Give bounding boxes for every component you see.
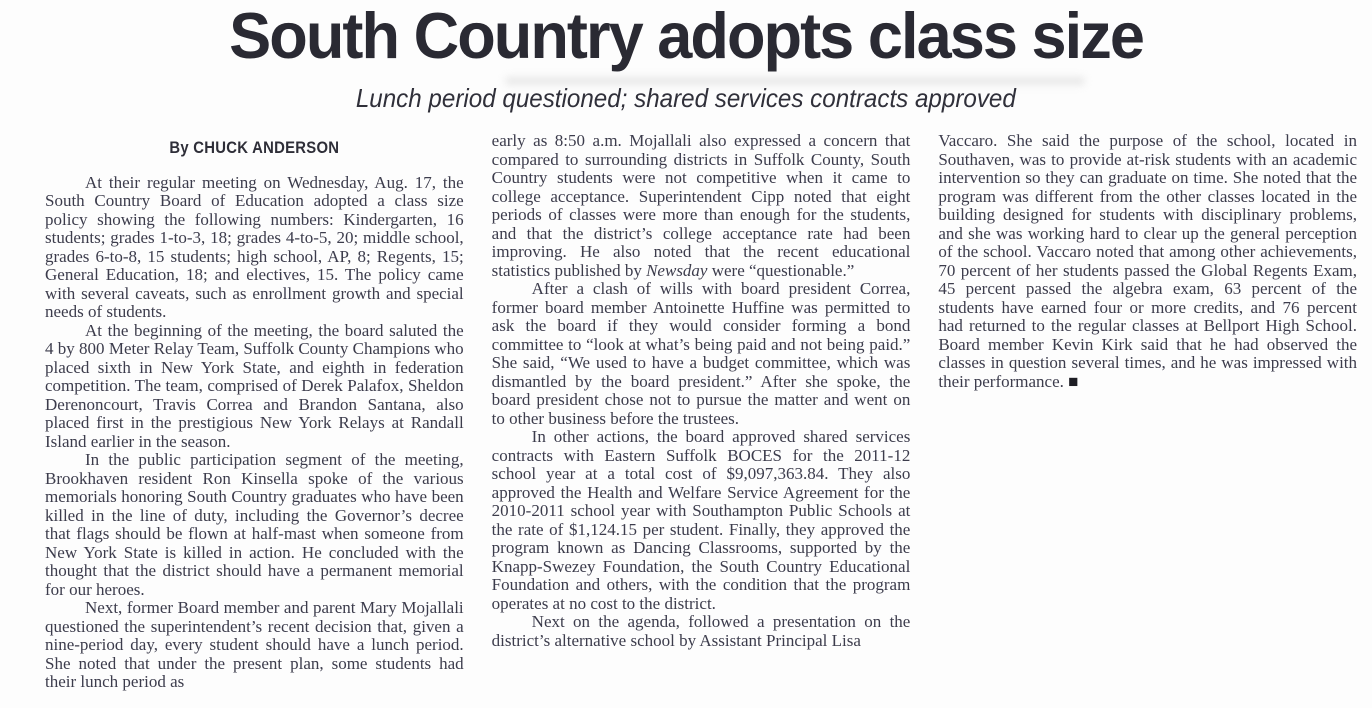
body-paragraph xyxy=(45,451,464,599)
article-column-3 xyxy=(938,132,1357,692)
subheadline: Lunch period questioned; shared services contracts approved xyxy=(356,83,1016,113)
body-paragraph xyxy=(492,280,911,428)
body-paragraph xyxy=(492,132,911,280)
body-paragraph xyxy=(492,613,911,650)
paragraph-text: After a clash of wills with board president Correa, former board member Antoinette Huffine was permitted to ask the board if they would consider forming a bond committee to “look at what’s being paid and not being paid.” She said, “We used to have a budget committee, which was dismantled by the board president.” After she spoke, the board president chose not to pursue the matter and went on to other business before the trustees. xyxy=(491,279,911,428)
paragraph-text: In the public participation segment of the meeting, Brookhaven resident Ron Kinsella spoke of the various memorials honoring South Country graduates who have been killed in the line of duty, including the Governor’s decree that flags should be flown at half-mast when someone from New York State is killed in action. He concluded with the thought that the district should have a permanent memorial for our heroes. xyxy=(45,450,464,599)
body-paragraph xyxy=(492,428,911,613)
body-paragraph xyxy=(45,174,464,322)
paragraph-text: Vaccaro. She said the purpose of the school, located in Southaven, was to provide at-risk students with an academic intervention so they can graduate on time. She noted that the program was different from the other classes located in the building designed for students with disciplinary problems, and she was working hard to clear up the general perception of the school. Vaccaro noted that among other achievements, 70 percent of her students passed the Global Regents Exam, 45 percent passed the algebra exam, 63 percent of the students have earned four or more credits, and 76 percent had returned to the regular classes at Bellport High School. Board member Kevin Kirk said that he had observed the classes in question several times, and he was impressed with their performance. xyxy=(938,131,1358,391)
article-body xyxy=(45,132,1357,692)
paragraph-text: At their regular meeting on Wednesday, Aug. 17, the South Country Board of Education adopted a class size policy showing the following numbers: Kindergarten, 16 students; grades 1-to-3, 18; grades 4-to-5, 20; middle school, grades 6-to-8, 15 students; high school, AP, 8; Regents, 15; General Education, 18; and electives, 15. The policy came with several caveats, such as enrollment growth and special needs of students. xyxy=(45,172,464,321)
article-column-2 xyxy=(492,132,911,692)
byline: By CHUCK ANDERSON xyxy=(169,139,340,157)
subheadline-wrap xyxy=(0,84,1372,113)
paragraph-text: Next, former Board member and parent Mary Mojallali questioned the superintendent’s recent decision that, given a nine-period day, every student should have a lunch period. She noted that under the present plan, some students had their lunch period as xyxy=(45,598,464,691)
body-paragraph xyxy=(45,322,464,452)
paragraph-text: early as 8:50 a.m. Mojallali also expressed a concern that compared to surrounding districts in Suffolk County, South Country students were not competitive when it came to college acceptance. Superintendent Cipp noted that eight periods of classes were more than enough for the students, and that the district’s college acceptance rate had been improving. He also noted that the recent educational statistics published by xyxy=(491,131,911,280)
italic-text: Newsday xyxy=(646,260,708,280)
headline-wrap xyxy=(0,0,1372,78)
paragraph-text: Next on the agenda, followed a presentation on the district’s alternative school by Assistant Principal Lisa xyxy=(491,612,911,650)
end-of-article-marker: ■ xyxy=(1068,371,1079,391)
paragraph-text: In other actions, the board approved shared services contracts with Eastern Suffolk BOCES for the 2011-12 school year at a total cost of $9,097,363.84. They also approved the Health and Welfare Service Agreement for the 2010-2011 school year with Southampton Public Schools at the rate of $1,124.15 per student. Finally, they approved the program known as Dancing Classrooms, supported by the Knapp-Swezey Foundation, the South Country Educational Foundation and others, with the condition that the program operates at no cost to the district. xyxy=(491,427,911,613)
body-paragraph xyxy=(938,132,1357,391)
headline: South Country adopts class size xyxy=(229,0,1143,72)
paragraph-text: At the beginning of the meeting, the board saluted the 4 by 800 Meter Relay Team, Suffolk County Champions who placed sixth in New York State, and eighth in federation competition. The team, comprised of Derek Palafox, Sheldon Derenoncourt, Travis Correa and Brandon Santana, also placed first in the prestigious New York Relays at Randall Island earlier in the season. xyxy=(45,320,464,451)
paragraph-text: were “questionable.” xyxy=(707,260,855,280)
article-column-1 xyxy=(45,132,464,692)
body-paragraph xyxy=(45,599,464,692)
